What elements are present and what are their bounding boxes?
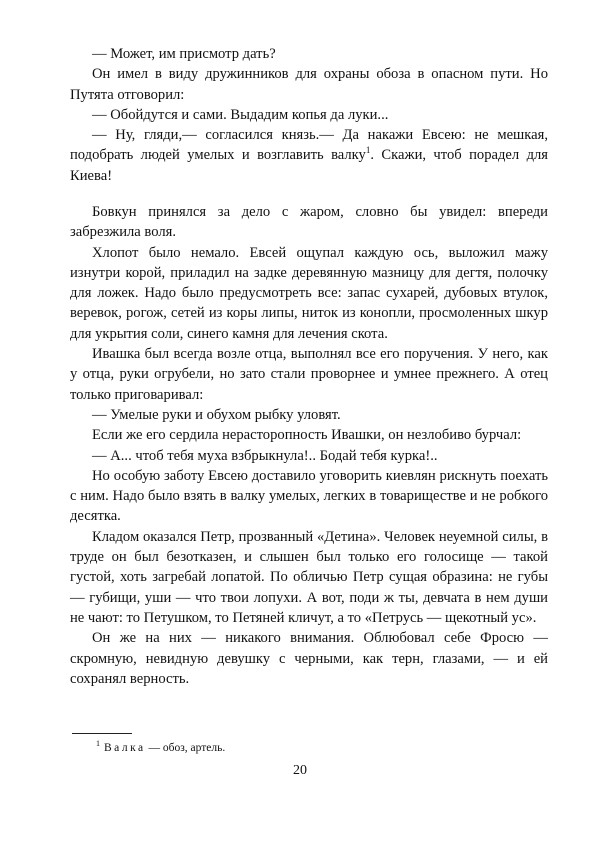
footnote-divider xyxy=(72,733,132,734)
page-number: 20 xyxy=(293,763,307,778)
paragraph: — А... чтоб тебя муха взбрыкнула!.. Бодай тебя курка!.. xyxy=(92,447,438,464)
paragraph: Кладом оказался Петр, прозванный «Детина». Человек неуемной силы, в труде он был безотказен, и слышен был только его голосище — такой густой, хоть загребай лопатой. По обличью Петр сущая образина: не губы — губищи, уши — что твои лопухи. А вот, поди ж ты, девчата в нем души не чают: то Петушком, то Петяней кличут, а то «Петрусь — щекотный ус». xyxy=(70,528,548,626)
footnote-definition: — обоз, артель. xyxy=(145,741,226,754)
paragraph: Но особую заботу Евсею доставило уговорить киевлян рискнуть поехать с ним. Надо было взять в валку умелых, легких в товариществе и не робкого десятка. xyxy=(70,467,548,525)
paragraph: — Может, им присмотр дать? xyxy=(92,46,276,62)
paragraph xyxy=(70,125,548,186)
paragraph-text: — Ну, гляди,— согласился князь.— Да накажи Евсею: не мешкая, подобрать людей умелых и возглавить валку xyxy=(70,127,548,164)
paragraph: — Умелые руки и обухом рыбку уловят. xyxy=(92,406,341,423)
paragraph: — Обойдутся и сами. Выдадим копья да луки... xyxy=(92,106,389,123)
footnote-term: Валка xyxy=(104,741,146,754)
paragraph: Он же на них — никакого внимания. Облюбовал себе Фросю — скромную, невидную девушку с черными, как терн, глазами, — и ей сохранял верность. xyxy=(70,630,548,687)
paragraph: Хлопот было немало. Евсей ощупал каждую ось, выложил мажу изнутри корой, приладил на задке деревянную мазницу для дегтя, полочку для ложек. Надо было предусмотреть все: запас сухарей, дубовых втулок, веревок, рогож, сетей из коры липы, ниток из конопли, просмоленных шкур для укрытия соли, синего камня для лечения скота. xyxy=(70,244,548,342)
text-block-main xyxy=(70,202,548,689)
paragraph: Бовкун принялся за дело с жаром, словно бы увидел: впереди забрезжила воля. xyxy=(70,204,548,241)
footnote-reference: 1 xyxy=(365,145,371,156)
footnote-mark: 1 xyxy=(96,739,100,748)
paragraph-text: . Скажи, чтоб порадел для Киева! xyxy=(70,147,548,184)
paragraph: Ивашка был всегда возле отца, выполнял все его поручения. У него, как у отца, руки огрубели, но зато стали проворнее и умнее прежнего. А отец только приговаривал: xyxy=(70,346,548,403)
footnote xyxy=(96,736,225,756)
text-block-top xyxy=(70,44,548,186)
paragraph: Он имел в виду дружинников для охраны обоза в опасном пути. Но Путята отговорил: xyxy=(70,66,548,103)
paragraph: Если же его сердила нерасторопность Ивашки, он незлобиво бурчал: xyxy=(92,427,522,444)
